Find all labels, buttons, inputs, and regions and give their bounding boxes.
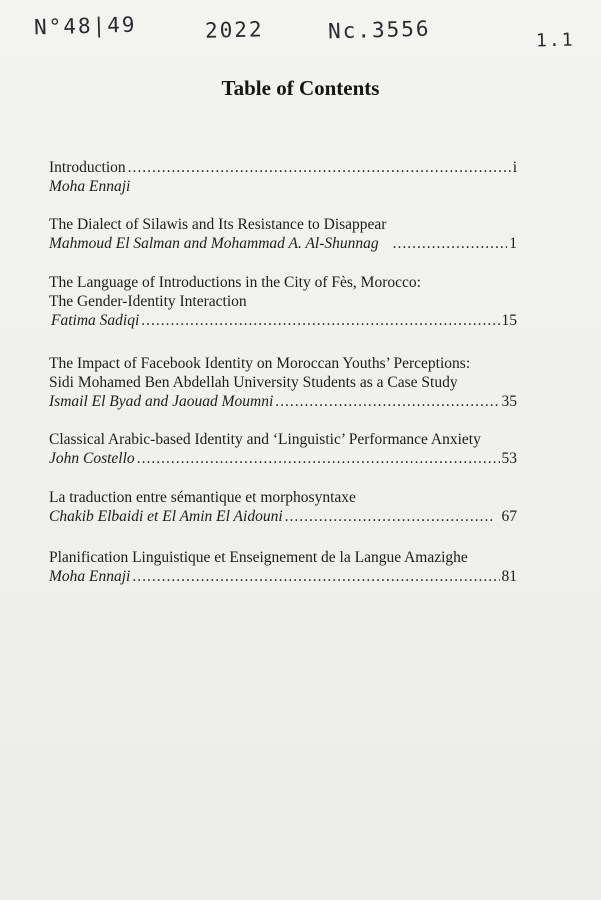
toc-entry-page: 67 <box>501 508 517 525</box>
toc-entry-author: John Costello <box>49 450 135 467</box>
dot-leader <box>141 311 499 330</box>
toc-entry-title-line <box>49 373 517 392</box>
toc-entry-title-line <box>49 273 517 292</box>
toc-entry <box>49 215 517 253</box>
toc-entry-title-line <box>49 354 517 373</box>
toc-entry-author: Chakib Elbaidi et El Amin El Aidouni <box>49 508 283 525</box>
toc-entry-page: 53 <box>501 450 517 467</box>
toc-entry-author-line <box>49 177 517 196</box>
toc-entry-author: Moha Ennaji <box>49 568 131 585</box>
toc-entry-author-line <box>49 311 517 330</box>
handwritten-ref-number: N°48|49 <box>33 12 137 40</box>
toc-entry <box>49 273 517 330</box>
toc-entry <box>49 488 517 526</box>
toc-entry-title: The Gender-Identity Interaction <box>49 293 247 310</box>
handwritten-year: 2022 <box>204 17 264 43</box>
dot-leader <box>128 158 511 177</box>
toc-entry-page: 15 <box>501 312 517 329</box>
toc-entry-title-line <box>49 158 517 177</box>
toc-entry-author-line <box>49 449 517 468</box>
toc-entry <box>49 158 517 196</box>
toc-entry-title-line <box>49 488 517 507</box>
toc-entry-author-line <box>49 507 517 526</box>
toc-entry-title: Planification Linguistique et Enseignement de la Langue Amazighe <box>49 549 468 566</box>
table-of-contents <box>49 158 517 603</box>
toc-entry <box>49 354 517 411</box>
toc-entry-page: 81 <box>501 568 517 585</box>
dot-leader <box>132 567 499 586</box>
toc-entry-author: Fatima Sadiqi <box>51 312 140 329</box>
toc-entry-title-line <box>49 292 517 311</box>
toc-entry-title: The Impact of Facebook Identity on Moroccan Youths’ Perceptions: <box>49 355 471 372</box>
toc-entry-author: Ismail El Byad and Jaouad Moumni <box>49 393 274 410</box>
dot-leader <box>393 234 508 253</box>
toc-entry-title: Introduction <box>49 159 126 176</box>
dot-leader <box>285 507 494 526</box>
toc-entry-author-line <box>49 567 517 586</box>
toc-entry-title-line <box>49 548 517 567</box>
handwritten-page-mark: 1.1 <box>535 29 575 52</box>
handwritten-code: Nc.3556 <box>327 16 431 44</box>
toc-entry-author-line <box>49 392 517 411</box>
toc-entry-title: The Language of Introductions in the City of Fès, Morocco: <box>49 274 421 291</box>
dot-leader <box>137 449 500 468</box>
toc-entry-title-line <box>49 215 517 234</box>
toc-entry-page: 35 <box>501 393 517 410</box>
toc-entry <box>49 430 517 468</box>
toc-entry-page: i <box>512 159 517 176</box>
toc-entry-author: Moha Ennaji <box>49 178 131 195</box>
dot-leader <box>275 392 499 411</box>
toc-entry-title: Sidi Mohamed Ben Abdellah University Students as a Case Study <box>49 374 458 391</box>
toc-entry-title: The Dialect of Silawis and Its Resistance to Disappear <box>49 216 387 233</box>
toc-entry-page: 1 <box>509 235 517 252</box>
toc-entry-title-line <box>49 430 517 449</box>
toc-entry-title: Classical Arabic-based Identity and ‘Linguistic’ Performance Anxiety <box>49 431 481 448</box>
page-title: Table of Contents <box>221 76 380 100</box>
toc-entry <box>49 548 517 586</box>
toc-entry-author-line <box>49 234 517 253</box>
toc-entry-author: Mahmoud El Salman and Mohammad A. Al-Shunnag <box>49 235 379 252</box>
toc-entry-title: La traduction entre sémantique et morphosyntaxe <box>49 489 356 506</box>
